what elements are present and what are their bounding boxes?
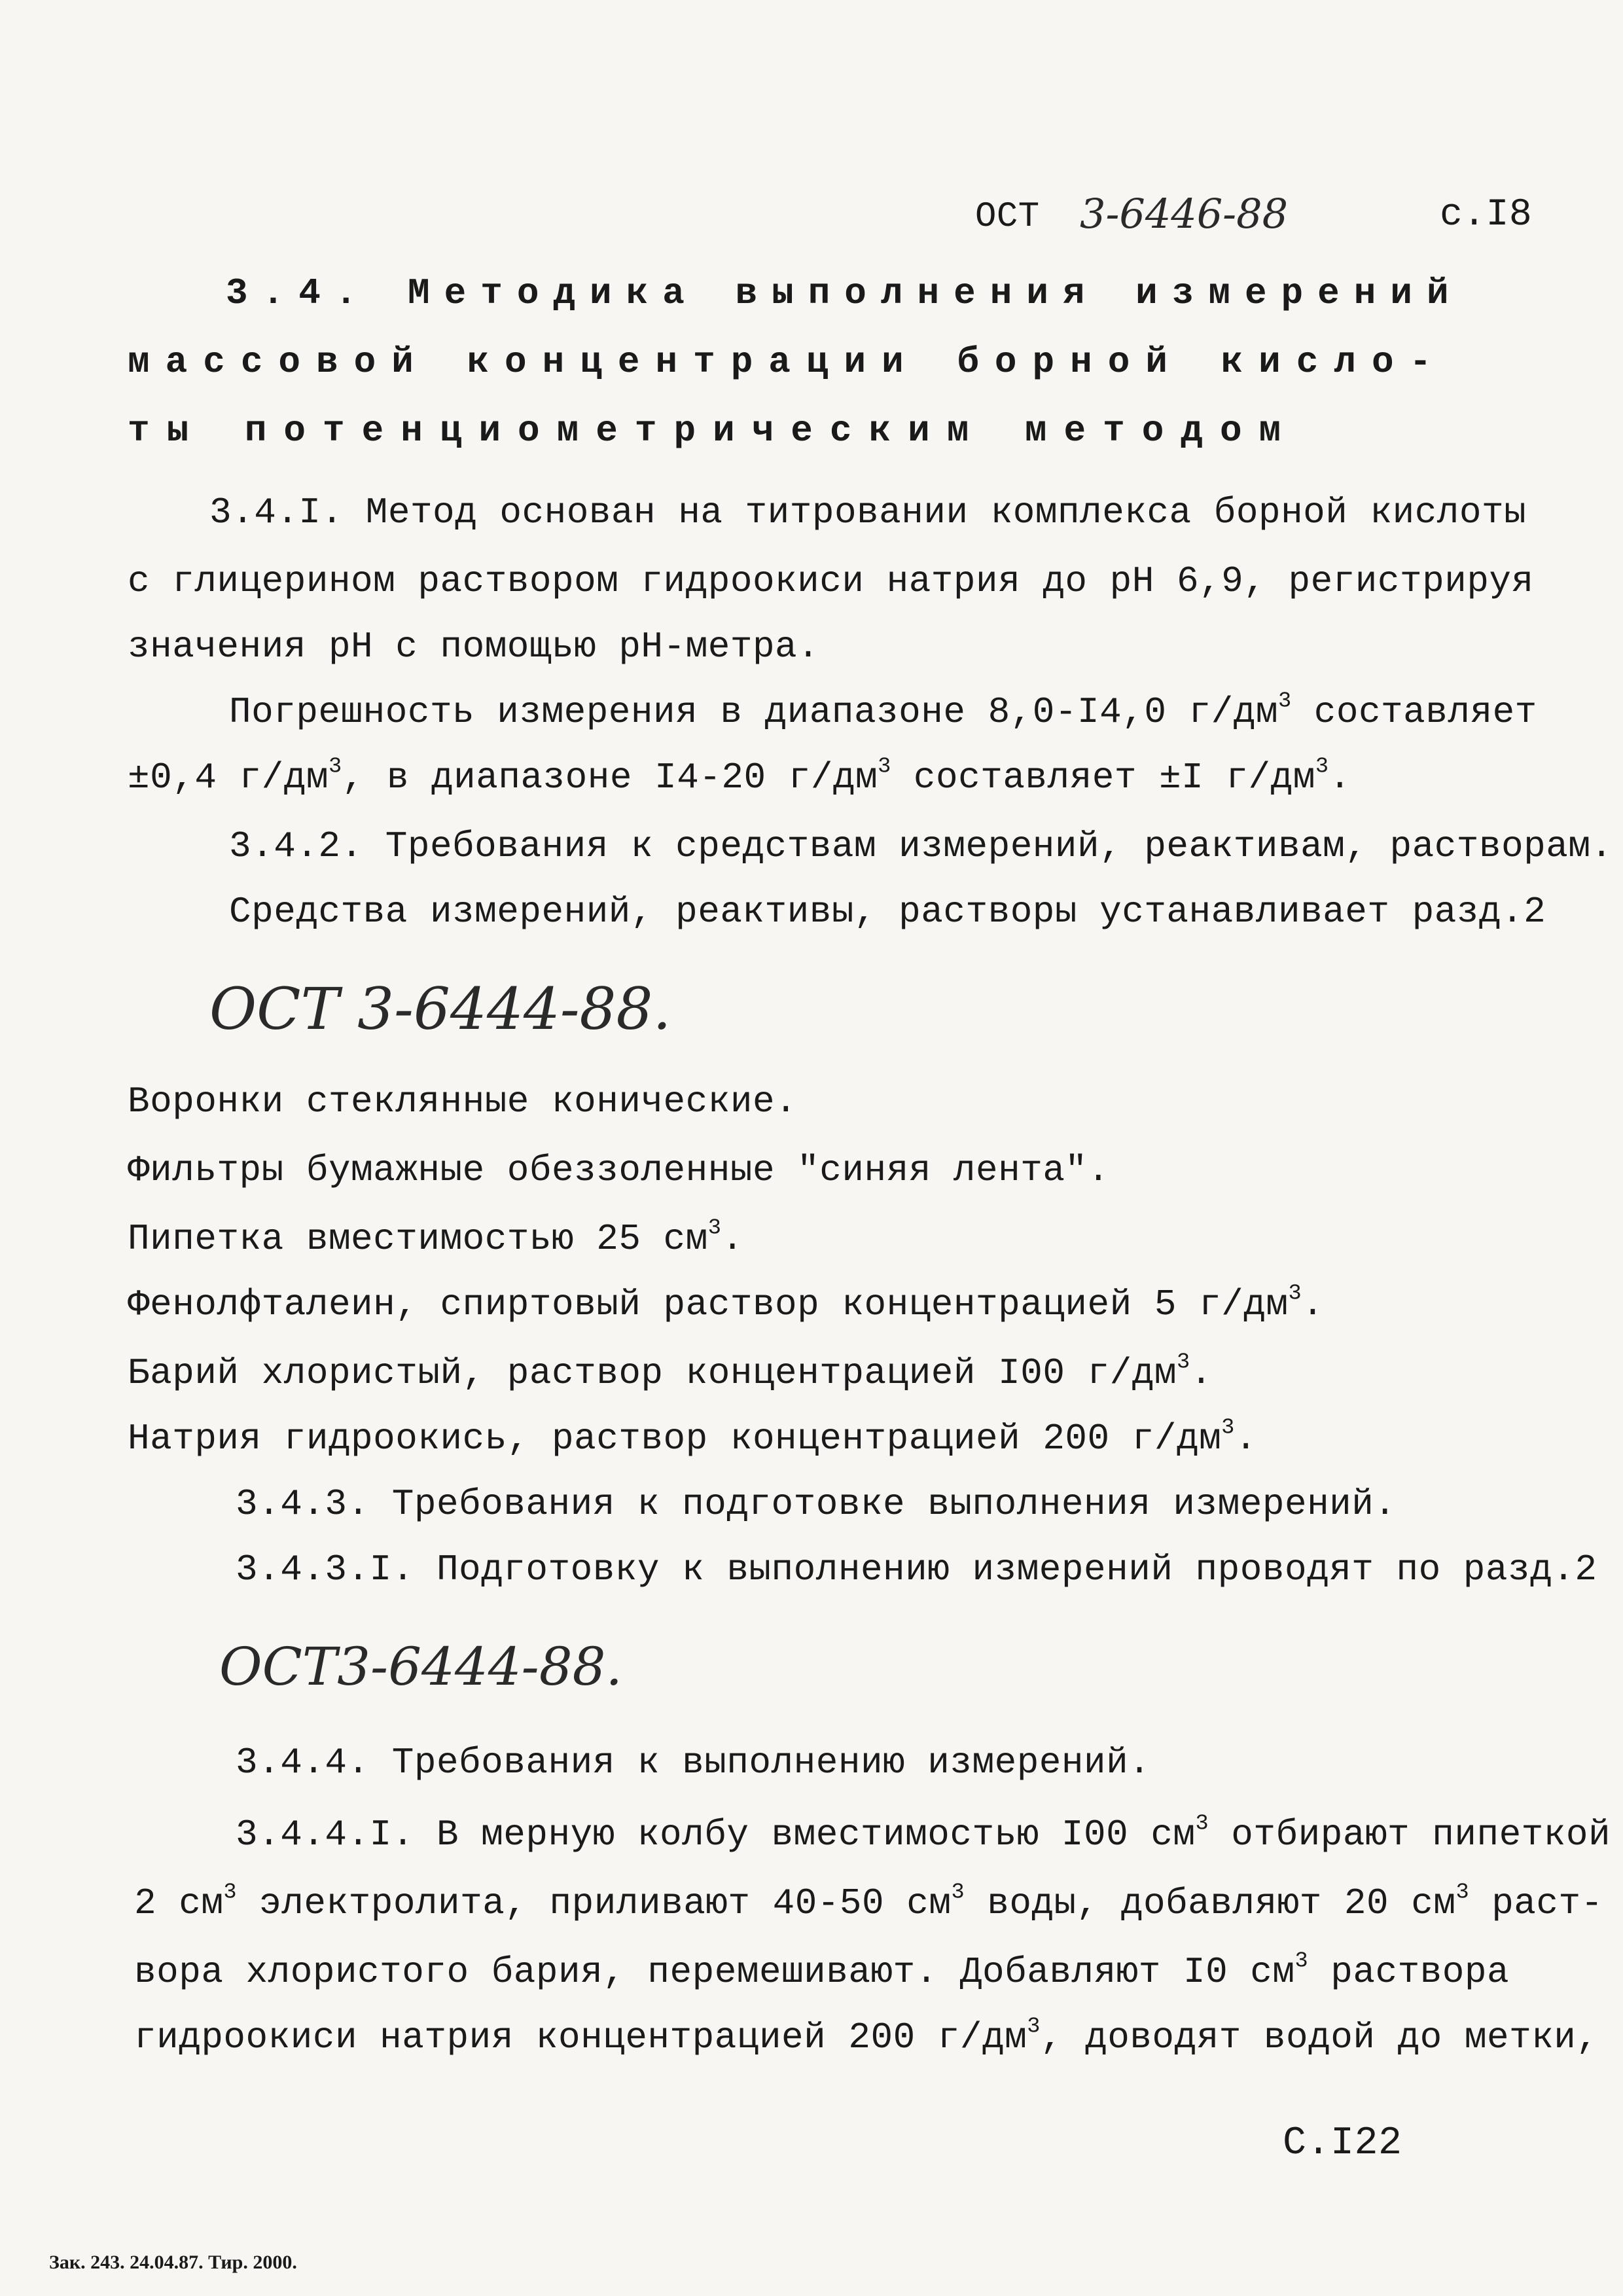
paragraph-3-4-4-1-line-2: 2 $см^3$ электролита, приливают 40-50 $см^3$ воды, добавляют 20 $см^3$ раст-	[134, 1880, 1603, 1924]
page-reference: С.I22	[1283, 2121, 1402, 2166]
standard-prefix: ОСТ	[975, 197, 1040, 237]
standard-number-handwritten: 3-6446-88	[1080, 190, 1289, 238]
paragraph-3-4-1-line-3: значения pH с помощью pH-метра.	[128, 626, 820, 668]
accuracy-text: составляет	[1291, 691, 1537, 733]
list-item: Воронки стеклянные конические.	[128, 1081, 798, 1122]
accuracy-text: составляет ±I г/дм	[891, 757, 1315, 798]
superscript: 3	[1315, 754, 1329, 780]
accuracy-text: , в диапазоне I4-20 г/дм	[342, 757, 878, 798]
section-title-line-2: массовой концентрации борной кисло-	[128, 341, 1448, 383]
section-title-line-1: 3.4. Методика выполнения измерений	[226, 272, 1463, 314]
list-item: Натрия гидроокись, раствор концентрацией 200 $г/дм^3$.	[128, 1415, 1257, 1460]
paragraph-3-4-4-1-line-4: гидроокиси натрия концентрацией 200 $г/дм^3$, доводят водой до метки,	[134, 2014, 1599, 2058]
paragraph-3-4-1-line-1: 3.4.I. Метод основан на титровании комплекса борной кислоты	[209, 492, 1527, 533]
handwritten-standard-reference-1: ОСТ 3-6444-88.	[209, 975, 671, 1043]
paragraph-3-4-1-line-2: с глицерином раствором гидроокиси натрия до pH 6,9, регистрируя	[128, 560, 1534, 602]
paragraph-3-4-4-title: 3.4.4. Требования к выполнению измерений.	[236, 1742, 1151, 1784]
list-item: Барий хлористый, раствор концентрацией I00 $г/дм^3$.	[128, 1350, 1213, 1394]
handwritten-standard-reference-2: ОСТ3-6444-88.	[219, 1636, 622, 1697]
paragraph-3-4-2-line-2: Средства измерений, реактивы, растворы устанавливает разд.2	[229, 891, 1546, 933]
paragraph-3-4-3-line-2: 3.4.3.I. Подготовку к выполнению измерений проводят по разд.2	[236, 1549, 1597, 1590]
accuracy-line-1	[229, 689, 1537, 733]
paragraph-3-4-3-line-1: 3.4.3. Требования к подготовке выполнения измерений.	[236, 1483, 1397, 1525]
paragraph-3-4-4-1-line-1: 3.4.4.I. В мерную колбу вместимостью I00 $см^3$ отбирают пипеткой	[236, 1811, 1611, 1856]
print-footer: Зак. 243. 24.04.87. Тир. 2000.	[49, 2251, 297, 2273]
paragraph-3-4-4-1-line-3: вора хлористого бария, перемешивают. Добавляют I0 $см^3$ раствора	[134, 1948, 1510, 1993]
superscript: 3	[878, 754, 891, 780]
section-title-line-3: ты потенциометрическим методом	[128, 410, 1298, 452]
superscript: 3	[328, 754, 342, 780]
page-number: с.I8	[1440, 194, 1533, 236]
list-item: Фильтры бумажные обеззоленные "синяя лента".	[128, 1149, 1110, 1191]
superscript: 3	[1277, 689, 1292, 714]
accuracy-line-2	[128, 754, 1351, 798]
list-item: Пипетка вместимостью 25 $см^3$.	[128, 1215, 744, 1260]
accuracy-text: .	[1329, 757, 1351, 798]
accuracy-text: ±0,4 г/дм	[128, 757, 329, 798]
paragraph-3-4-2-line-1: 3.4.2. Требования к средствам измерений, реактивам, растворам.	[229, 825, 1613, 867]
list-item: Фенолфталеин, спиртовый раствор концентрацией 5 $г/дм^3$.	[128, 1281, 1325, 1325]
accuracy-text: Погрешность измерения в диапазоне 8,0-I4,0 г/дм	[229, 691, 1278, 733]
